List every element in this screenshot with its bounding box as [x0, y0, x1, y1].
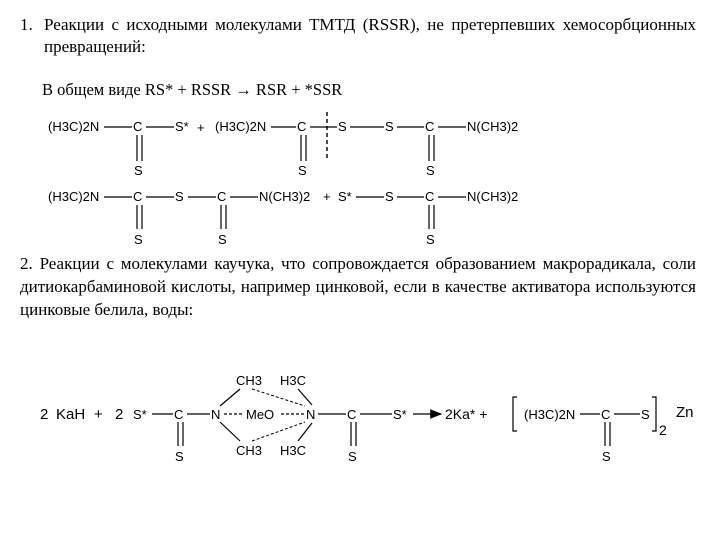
carbon-atom: C [133, 119, 143, 134]
thione-sulfur: S [426, 232, 435, 247]
metal-oxide: MeO [246, 407, 275, 422]
scheme-1-row-1 [48, 112, 518, 178]
scheme-2 [40, 373, 694, 464]
sulfur-atom: S [338, 119, 347, 134]
sulfur-atom: S [641, 407, 650, 422]
dimethylamino-group: N(CH3)2 [467, 119, 519, 134]
general-equation: В общем виде RS* + RSSR → RSR + *SSR [42, 80, 343, 99]
dimethylamino-group: (H3C)2N [48, 119, 100, 134]
plus-sign: + [197, 120, 205, 135]
nitrogen-atom: N [211, 407, 221, 422]
carbon-atom: C [601, 407, 611, 422]
macroradical: 2Ka* + [445, 406, 488, 422]
section-2-paragraph [20, 252, 696, 321]
carbon-atom: C [133, 189, 143, 204]
thione-sulfur: S [426, 163, 435, 178]
thione-sulfur: S [134, 232, 143, 247]
plus-sign: + [94, 406, 103, 423]
carbon-atom: C [174, 407, 184, 422]
carbon-atom: C [425, 189, 435, 204]
carbon-atom: C [297, 119, 307, 134]
carbon-atom: C [347, 407, 357, 422]
sulfur-atom: S [385, 189, 394, 204]
scheme-1-row-2 [48, 189, 518, 247]
section-2-text: Реакции с молекулами каучука, что сопровождается образованием макрорадикала, соли дитиокарбаминовой кислоты, например цинковой, если в качестве активатора используются цинковые белила, воды: [20, 254, 697, 319]
section-2-number: 2. [20, 254, 33, 273]
sulfur-radical: S* [175, 119, 189, 134]
dimethylamino-group: (H3C)2N [215, 119, 267, 134]
coefficient: 2 [115, 406, 124, 423]
carbon-atom: C [217, 189, 227, 204]
zinc-symbol: Zn [676, 404, 694, 421]
thione-sulfur: S [298, 163, 307, 178]
methyl-group: CH3 [236, 443, 263, 458]
dimethylamino-group: N(CH3)2 [467, 189, 519, 204]
plus-sign: + [323, 189, 331, 204]
sulfur-radical: S* [338, 189, 352, 204]
sulfur-atom: S [385, 119, 394, 134]
dimethylamino-group: N(CH3)2 [259, 189, 311, 204]
carbon-atom: C [425, 119, 435, 134]
section-1-text: Реакции с исходными молекулами ТМТД (RSSR), не претерпевших хемосорбционных превращений: [44, 15, 696, 56]
bracket-left [513, 397, 517, 431]
bracket-subscript: 2 [659, 422, 667, 438]
dimethylamino-group: (H3C)2N [524, 407, 576, 422]
thione-sulfur: S [218, 232, 227, 247]
nitrogen-atom: N [306, 407, 316, 422]
rubber-molecule: KaH [56, 406, 86, 423]
thione-sulfur: S [348, 449, 357, 464]
sulfur-atom: S [175, 189, 184, 204]
thione-sulfur: S [602, 449, 611, 464]
methyl-group: H3C [280, 373, 307, 388]
bracket-right [652, 397, 656, 431]
coefficient: 2 [40, 406, 49, 423]
dimethylamino-group: (H3C)2N [48, 189, 100, 204]
thione-sulfur: S [134, 163, 143, 178]
methyl-group: H3C [280, 443, 307, 458]
methyl-group: CH3 [236, 373, 263, 388]
thione-sulfur: S [175, 449, 184, 464]
sulfur-radical: S* [393, 407, 407, 422]
section-1-number: 1. [20, 15, 33, 34]
sulfur-radical: S* [133, 407, 147, 422]
